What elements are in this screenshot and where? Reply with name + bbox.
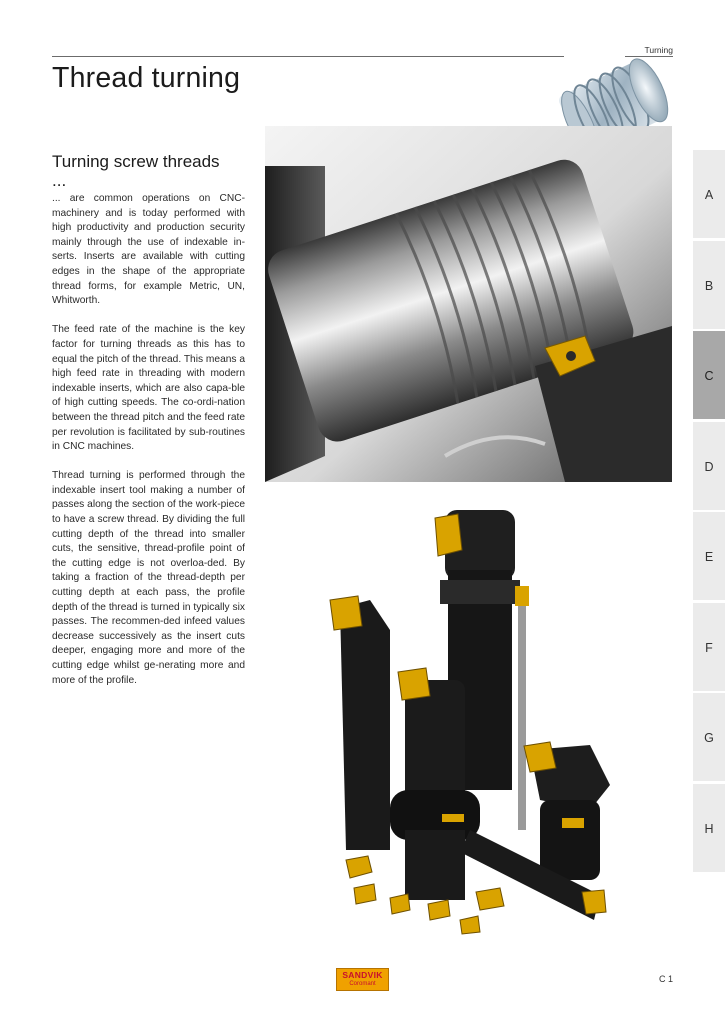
body-text: [52, 192, 245, 703]
logo-line-2: Coromant: [349, 981, 376, 987]
threading-tools-photo: [310, 500, 620, 940]
tab-h[interactable]: [693, 784, 725, 872]
logo-line-1: SANDVIK: [342, 970, 383, 980]
tab-a-label: A: [704, 188, 714, 202]
tab-e[interactable]: [693, 512, 725, 600]
page-number: C 1: [658, 974, 673, 984]
tab-a[interactable]: [693, 150, 725, 238]
tab-f-label: F: [705, 640, 713, 655]
section-subheading: Turning screw threads ...: [52, 152, 220, 190]
paragraph-feed-rate: The feed rate of the machine is the key factor for turning threads as this has to equal the pitch of the thread. This means a high feed rate in threading with modern indexable inserts, which are also capa-ble of high cutting speeds. The co-ordi-nation between the thread pitch and the feed rate per revolution is facilitated by sub-routines in CNC machines.: [52, 324, 245, 453]
tab-g[interactable]: [693, 693, 725, 781]
paragraph-passes: Thread turning is performed through the indexable insert tool making a number of passes along the section of the work-piece to have a screw thread. By dividing the full cutting depth of the thread into smaller cuts, the sensitive, thread-profile point of the cutting edge is not overloa-ded. By taking a fraction of the thread-depth per cutting depth at each pass, the profile depth of the thread is turned in typically six passes. The recommen-ded infeed values decrease successively as the insert cuts deeper, engaging more and more of the cutting edge whilst ge-nerating more and more of the profile.: [52, 470, 245, 686]
paragraph-intro: ... are common operations on CNC-machinery and is today performed with high productivity and production security mainly through the use of indexable in-serts. Inserts are available with cutting edges in the shape of the appropriate thread forms, for example Metric, UN, Whitworth.: [52, 193, 245, 307]
tab-f[interactable]: [693, 603, 725, 691]
tab-b-label: B: [704, 278, 714, 293]
header-rule: [52, 56, 564, 57]
tab-d-label: D: [704, 459, 714, 474]
section-label: Turning: [644, 45, 673, 55]
thread-turning-photo: [265, 126, 672, 482]
tab-h-label: H: [704, 821, 714, 836]
tab-e-label: E: [704, 550, 714, 564]
tab-d[interactable]: [693, 422, 725, 510]
tab-g-label: G: [704, 731, 714, 745]
tab-c-label: C: [704, 369, 714, 383]
tab-c[interactable]: [693, 331, 725, 419]
tab-b[interactable]: [693, 241, 725, 329]
page-title: Thread turning: [52, 62, 241, 94]
sandvik-coromant-logo: [336, 968, 389, 991]
chapter-tabs: [693, 150, 725, 874]
